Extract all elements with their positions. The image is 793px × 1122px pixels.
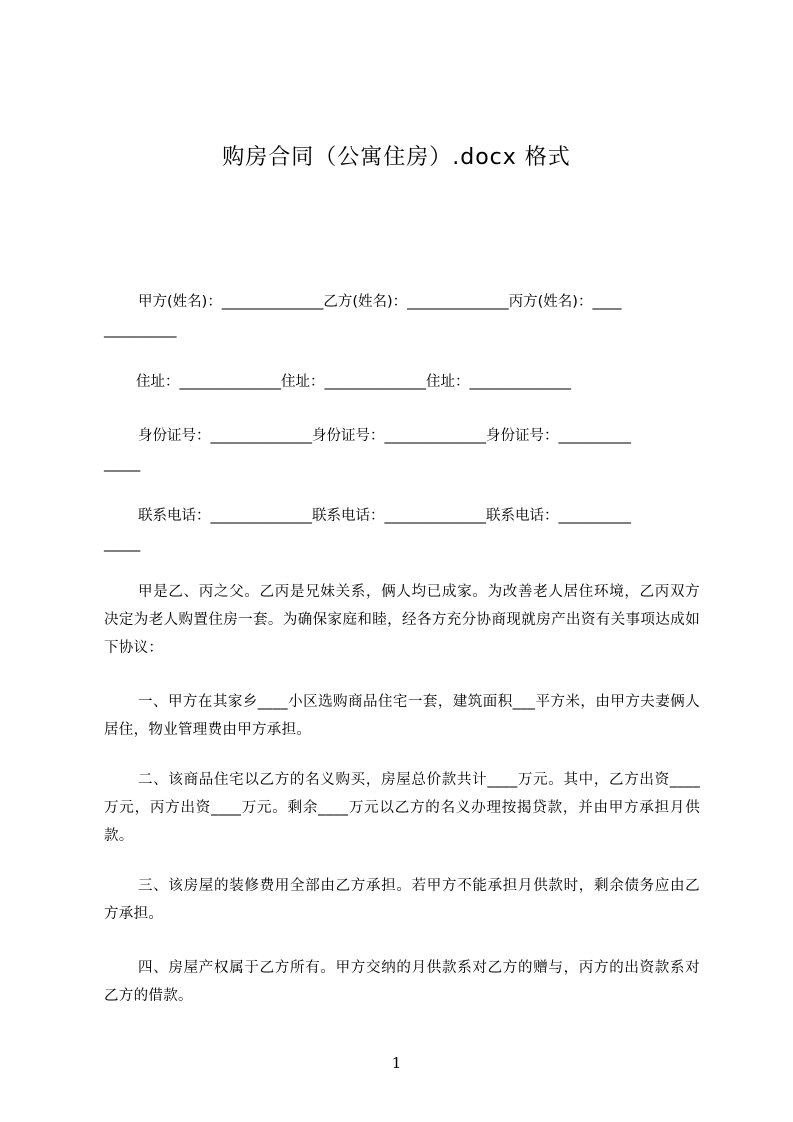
document-title: 购房合同（公寓住房）.docx 格式: [222, 145, 571, 170]
paragraph-preamble: 甲是乙、丙之父。乙丙是兄妹关系，俩人均已成家。为改善老人居住环境，乙丙双方决定为老人购置住房一套。为确保家庭和睦，经各方充分协商现就房产出资有关事项达成如下协议：: [104, 584, 700, 656]
address-line: 住址：______________住址：______________住址：______________: [136, 374, 571, 390]
paragraph-clause-1: 一、甲方在其家乡____小区选购商品住宅一套，建筑面积___平方米，由甲方夫妻俩人居住，物业管理费由甲方承担。: [104, 694, 700, 738]
paragraph-clause-4: 四、房屋产权属于乙方所有。甲方交纳的月供款系对乙方的赠与，丙方的出资款系对乙方的借款。: [104, 960, 700, 1004]
party-names-field: [104, 288, 704, 344]
paragraph-clause-2: 二、该商品住宅以乙方的名义购买，房屋总价款共计____万元。其中，乙方出资____万元，丙方出资____万元。剩余____万元以乙方的名义办理按揭贷款，并由甲方承担月供款。: [104, 772, 700, 844]
address-field: [104, 368, 704, 396]
phone-field: [104, 502, 704, 558]
id-number-line-continued: _____: [104, 456, 141, 472]
phone-line-continued: _____: [104, 536, 141, 552]
party-names-line: 甲方(姓名)：______________乙方(姓名)：______________丙方(姓名)：____: [138, 294, 622, 310]
party-names-line-continued: __________: [104, 322, 177, 338]
paragraph-clause-3: 三、该房屋的装修费用全部由乙方承担。若甲方不能承担月供款时，剩余债务应由乙方承担。: [104, 878, 700, 922]
id-number-field: [104, 422, 704, 478]
phone-line: 联系电话：______________联系电话：______________联系电话：__________: [138, 508, 631, 524]
page-number: 1: [391, 1054, 402, 1072]
id-number-line: 身份证号：______________身份证号：______________身份证号：__________: [138, 428, 631, 444]
